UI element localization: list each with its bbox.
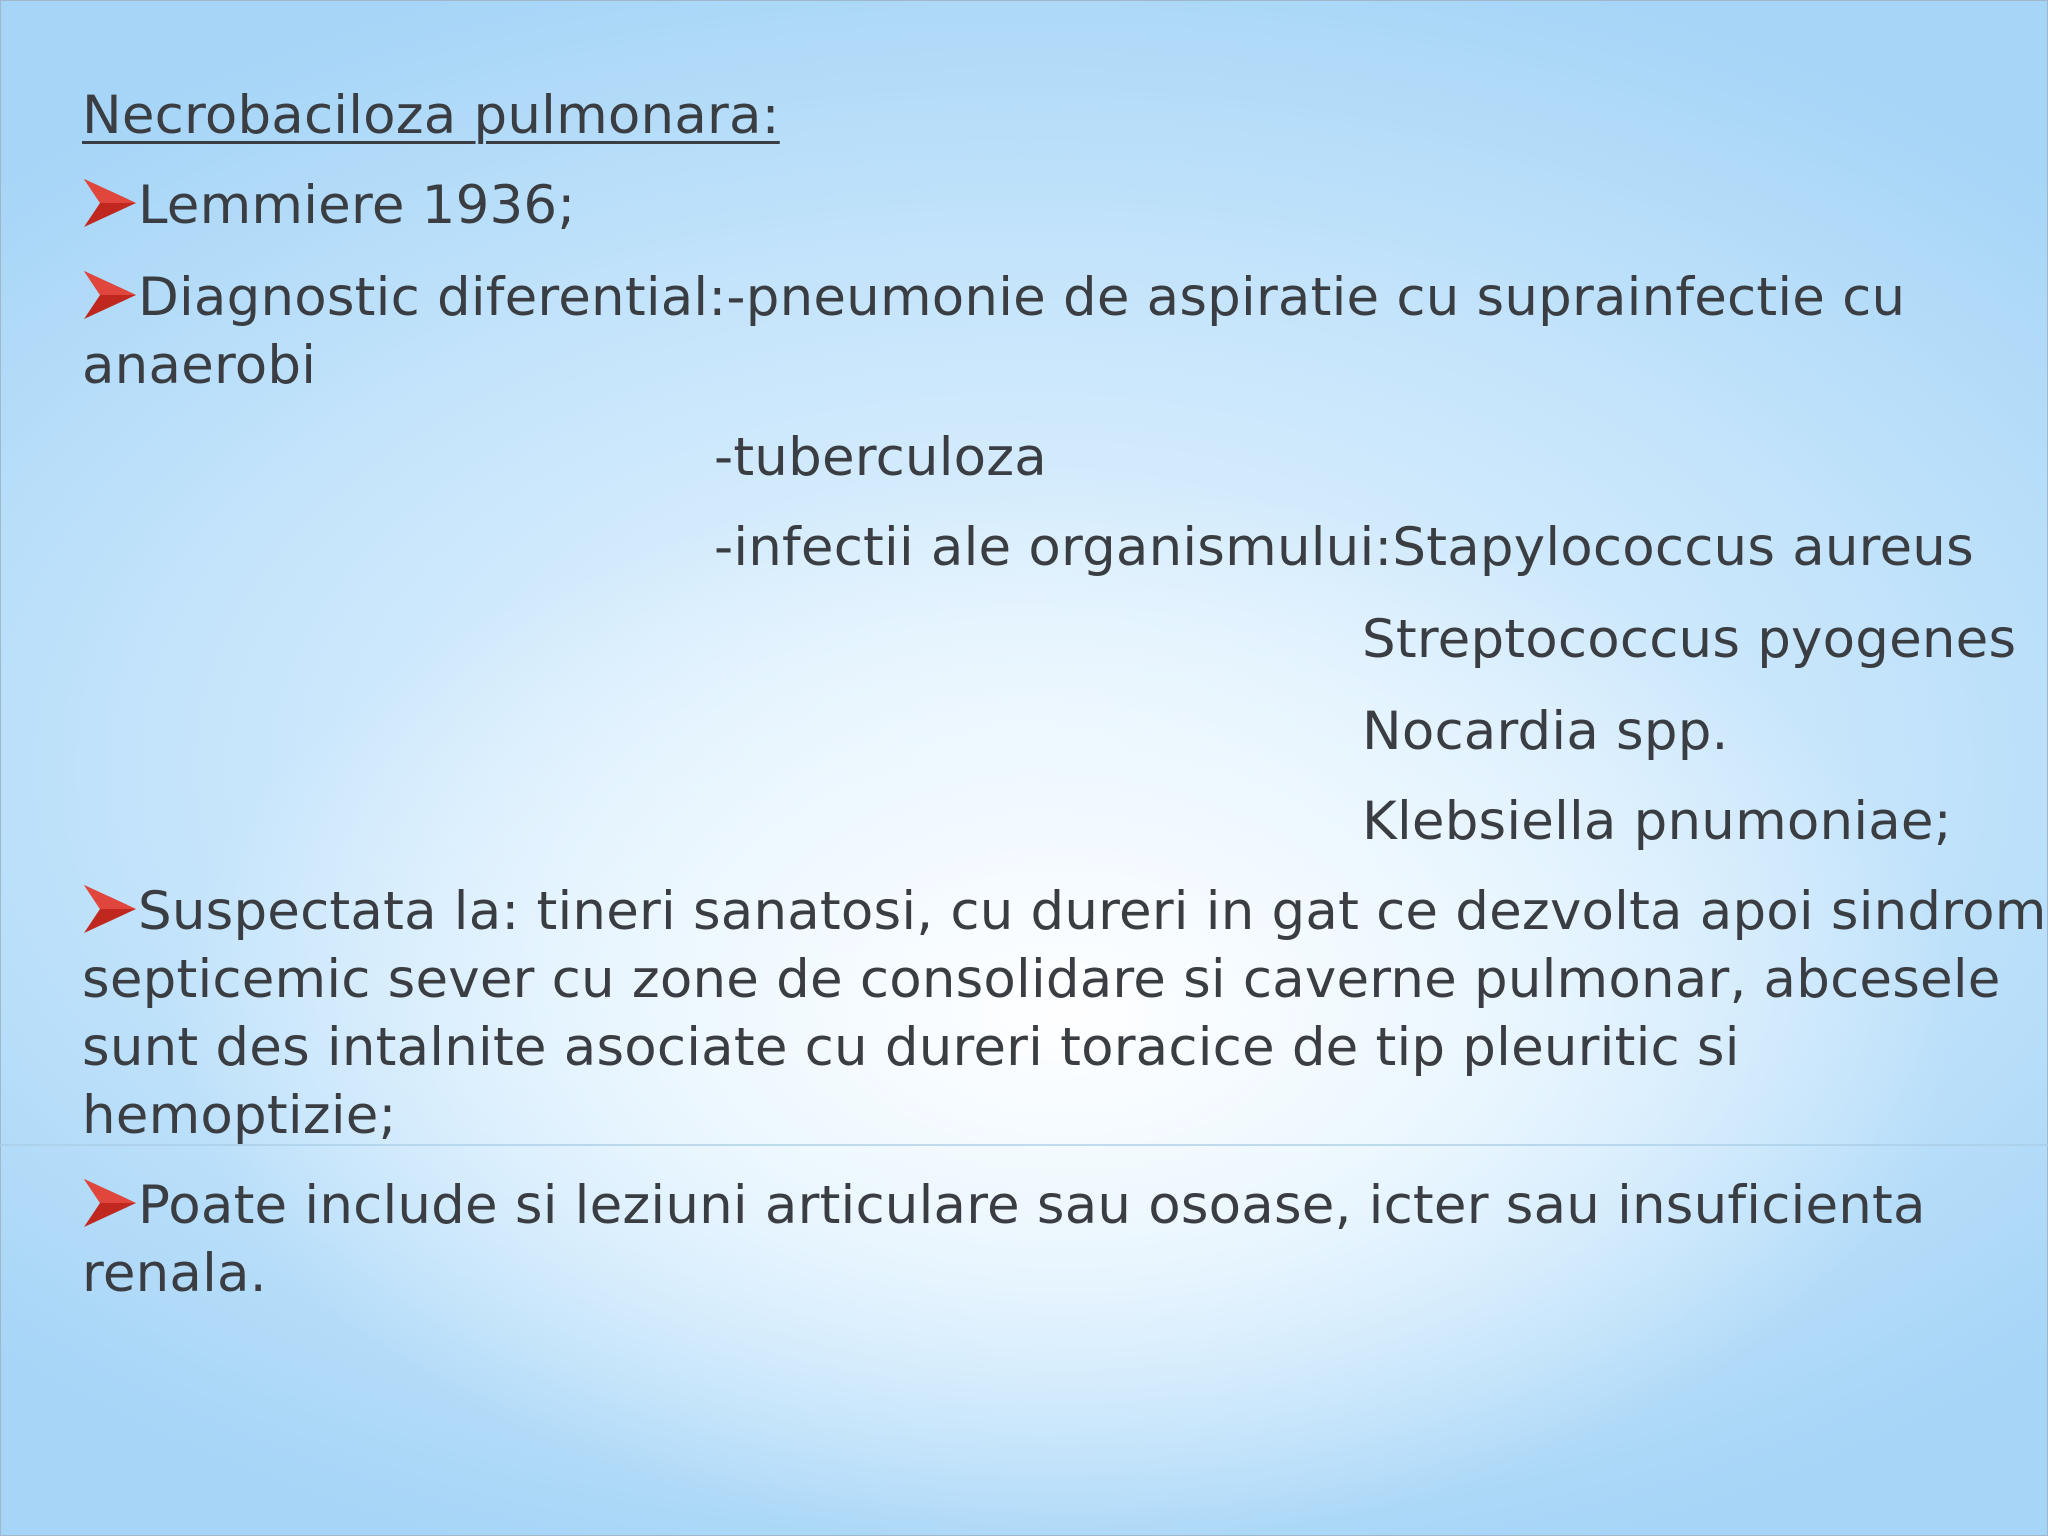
bullet-item-3: [82, 878, 2047, 946]
bullet-text-3-line2: septicemic sever cu zone de consolidare si caverne pulmonar, abcesele: [82, 949, 2001, 1010]
bullet-text-1: Lemmiere 1936;: [138, 175, 576, 236]
bullet-text-3-line3: sunt des intalnite asociate cu dureri toracice de tip pleuritic si: [82, 1017, 1740, 1078]
sub-item-tuberculoza: -tuberculoza: [714, 427, 1047, 488]
bullet-text-2-cont: anaerobi: [82, 335, 317, 396]
bullet-text-3: Suspectata la: tineri sanatosi, cu dureri in gat ce dezvolta apoi sindrom: [138, 881, 2047, 942]
arrow-bullet-icon: [82, 883, 138, 935]
bullet-item-2: [82, 264, 1905, 332]
arrow-bullet-icon: [82, 177, 138, 229]
arrow-bullet-icon: [82, 1177, 138, 1229]
bullet-item-4: [82, 1172, 1926, 1240]
slide-heading: Necrobaciloza pulmonara:: [82, 85, 780, 146]
bullet-text-4-line2: renala.: [82, 1243, 267, 1304]
organism-nocardia: Nocardia spp.: [1362, 701, 1729, 762]
bullet-item-1: [82, 172, 575, 240]
sub-item-infectii: -infectii ale organismului:Stapylococcus aureus: [714, 517, 1974, 578]
bullet-text-2: Diagnostic diferential:-pneumonie de aspiratie cu suprainfectie cu: [138, 267, 1906, 328]
bullet-text-3-line4: hemoptizie;: [82, 1085, 397, 1146]
bullet-text-4: Poate include si leziuni articulare sau osoase, icter sau insuficienta: [138, 1175, 1926, 1236]
arrow-bullet-icon: [82, 269, 138, 321]
organism-klebsiella: Klebsiella pnumoniae;: [1362, 791, 1952, 852]
organism-streptococcus: Streptococcus pyogenes: [1362, 609, 2017, 670]
